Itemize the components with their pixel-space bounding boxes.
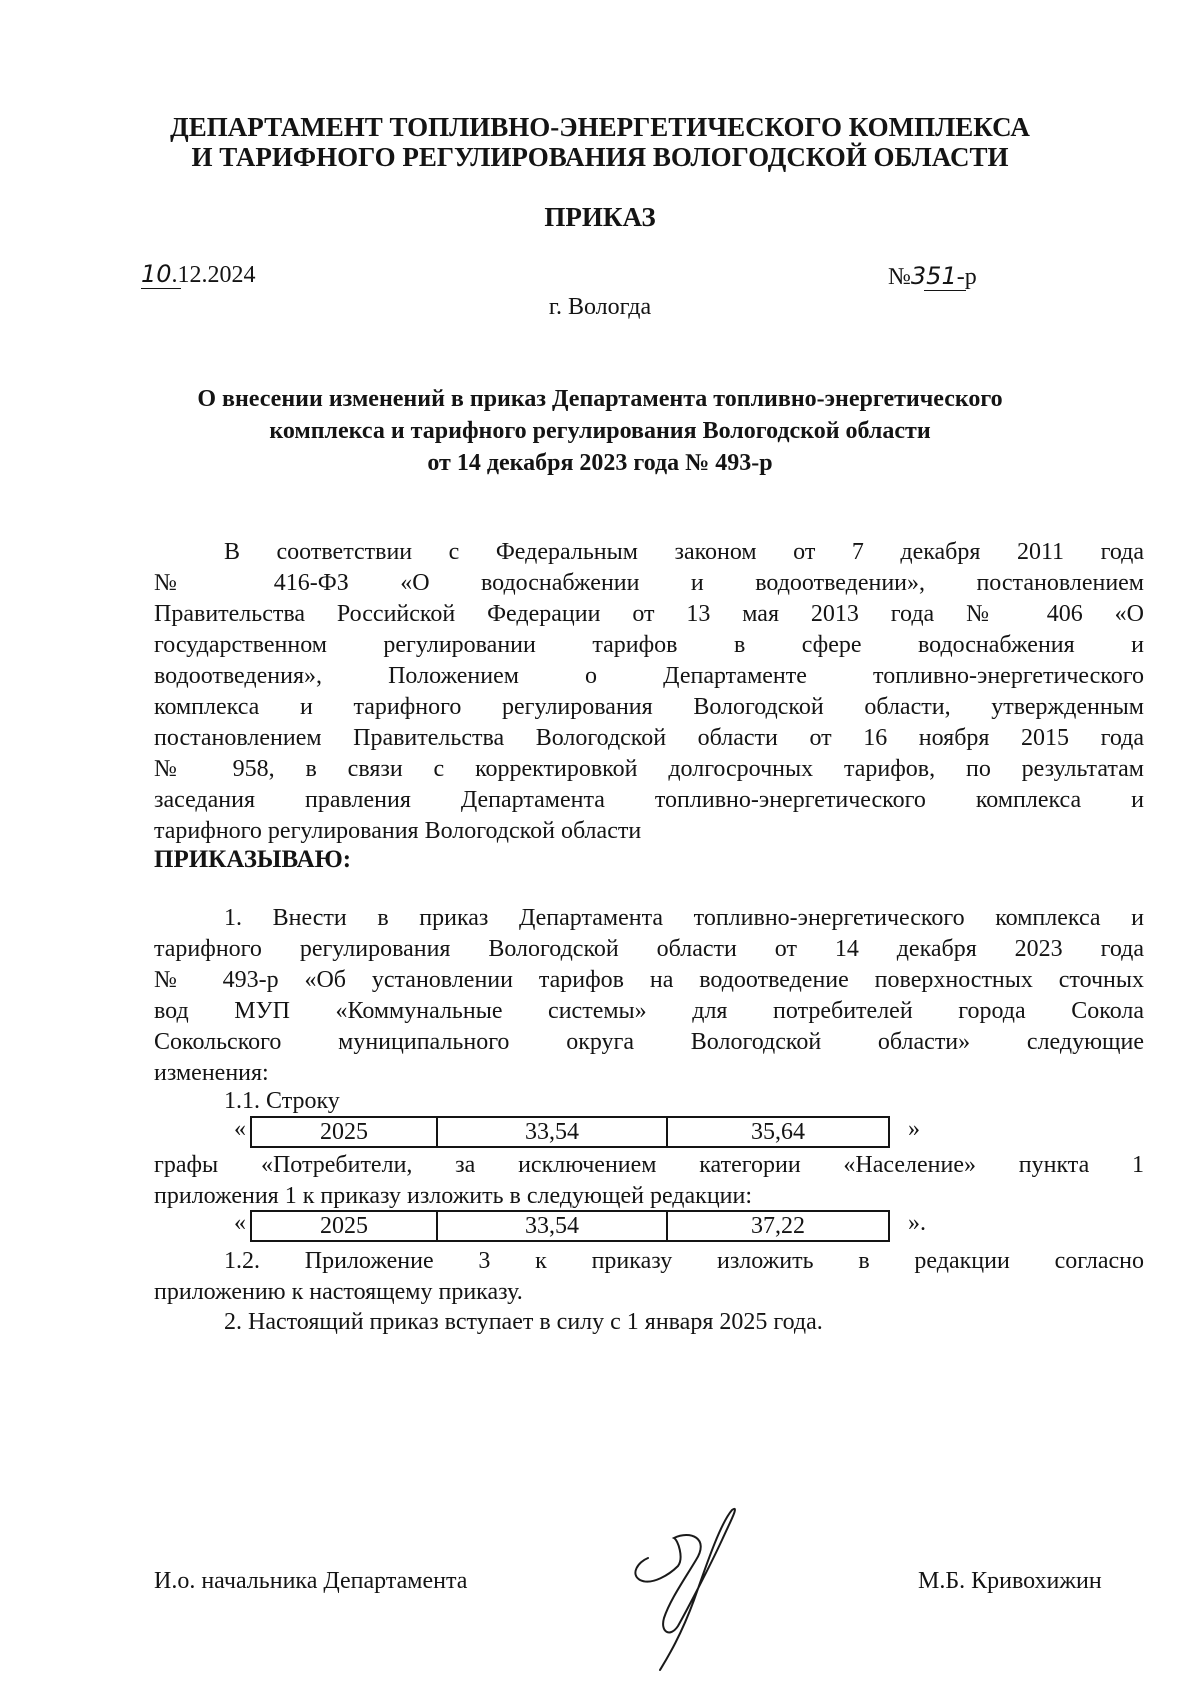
- tariff-value-cell: 33,54: [437, 1211, 667, 1241]
- handwritten-signature: [630, 1500, 760, 1685]
- item1-1-line: приложения 1 к приказу изложить в следующей редакции:: [154, 1183, 753, 1209]
- city: г. Вологда: [548, 294, 652, 320]
- item1-2-line: приложению к настоящему приказу.: [154, 1279, 523, 1305]
- number-prefix: №: [888, 264, 911, 290]
- item1-line: № 493-р «Об установлении тарифов на водоотведение поверхностных сточных: [154, 967, 1144, 993]
- date-underline: [141, 288, 181, 289]
- item1-line: Сокольского муниципального округа Вологодской области» следующие: [154, 1029, 1144, 1055]
- preamble-line: тарифного регулирования Вологодской области: [154, 818, 642, 844]
- tariff-value-cell: 33,54: [437, 1117, 667, 1147]
- tariff-value-cell: 35,64: [667, 1117, 889, 1147]
- item1-line: вод МУП «Коммунальные системы» для потребителей города Сокола: [154, 998, 1144, 1024]
- number-underline: [924, 290, 966, 291]
- department-title-line1: ДЕПАРТАМЕНТ ТОПЛИВНО-ЭНЕРГЕТИЧЕСКОГО КОМПЛЕКСА: [170, 112, 1030, 142]
- row-new-close-quote: ».: [908, 1210, 926, 1236]
- preamble-line: № 416-ФЗ «О водоснабжении и водоотведении», постановлением: [154, 570, 1144, 596]
- row-old-close-quote: »: [908, 1116, 920, 1142]
- subject-line1: О внесении изменений в приказ Департамента топливно-энергетического: [197, 386, 1003, 412]
- row-old-open-quote: «: [234, 1116, 246, 1142]
- preamble-line: государственном регулировании тарифов в сфере водоснабжения и: [154, 632, 1144, 658]
- preamble-line: В соответствии с Федеральным законом от 7 декабря 2011 года: [224, 539, 1144, 565]
- tariff-value-cell: 37,22: [667, 1211, 889, 1241]
- item1-line: изменения:: [154, 1060, 269, 1086]
- preamble-line: постановлением Правительства Вологодской области от 16 ноября 2015 года: [154, 725, 1144, 751]
- tariff-row-new: [250, 1210, 890, 1242]
- tariff-row-old: [250, 1116, 890, 1148]
- document-type: ПРИКАЗ: [544, 202, 656, 232]
- item1-1-line: графы «Потребители, за исключением категории «Население» пункта 1: [154, 1152, 1144, 1178]
- preamble-line: комплекса и тарифного регулирования Вологодской области, утвержденным: [154, 694, 1144, 720]
- preamble-line: водоотведения», Положением о Департаменте топливно-энергетического: [154, 663, 1144, 689]
- preamble-line: № 958, в связи с корректировкой долгосрочных тарифов, по результатам: [154, 756, 1144, 782]
- item1-1-label: 1.1. Строку: [224, 1088, 340, 1114]
- subject-line3: от 14 декабря 2023 года № 493-р: [427, 450, 773, 476]
- item1-line: тарифного регулирования Вологодской области от 14 декабря 2023 года: [154, 936, 1144, 962]
- tariff-year-cell: 2025: [251, 1117, 437, 1147]
- number-handwritten: 351: [910, 262, 957, 290]
- signatory-name: М.Б. Кривохижин: [918, 1568, 1102, 1594]
- tariff-year-cell: 2025: [251, 1211, 437, 1241]
- subject-line2: комплекса и тарифного регулирования Вологодской области: [269, 418, 931, 444]
- signature-stroke: [635, 1509, 735, 1670]
- date-day-handwritten: 10: [141, 260, 172, 288]
- signatory-position: И.о. начальника Департамента: [154, 1568, 468, 1594]
- item2: 2. Настоящий приказ вступает в силу с 1 января 2025 года.: [224, 1309, 823, 1335]
- order-word: ПРИКАЗЫВАЮ:: [154, 846, 352, 873]
- row-new-open-quote: «: [234, 1210, 246, 1236]
- number-suffix: -р: [956, 264, 977, 290]
- document-number: [888, 262, 977, 291]
- item1-2-line: 1.2. Приложение 3 к приказу изложить в редакции согласно: [224, 1248, 1144, 1274]
- preamble-line: заседания правления Департамента топливно-энергетического комплекса и: [154, 787, 1144, 813]
- item1-line: 1. Внести в приказ Департамента топливно-энергетического комплекса и: [224, 905, 1144, 931]
- document-date: [141, 260, 256, 289]
- date-rest: .12.2024: [171, 262, 256, 288]
- preamble-line: Правительства Российской Федерации от 13 мая 2013 года № 406 «О: [154, 601, 1144, 627]
- department-title-line2: И ТАРИФНОГО РЕГУЛИРОВАНИЯ ВОЛОГОДСКОЙ ОБЛАСТИ: [191, 142, 1009, 172]
